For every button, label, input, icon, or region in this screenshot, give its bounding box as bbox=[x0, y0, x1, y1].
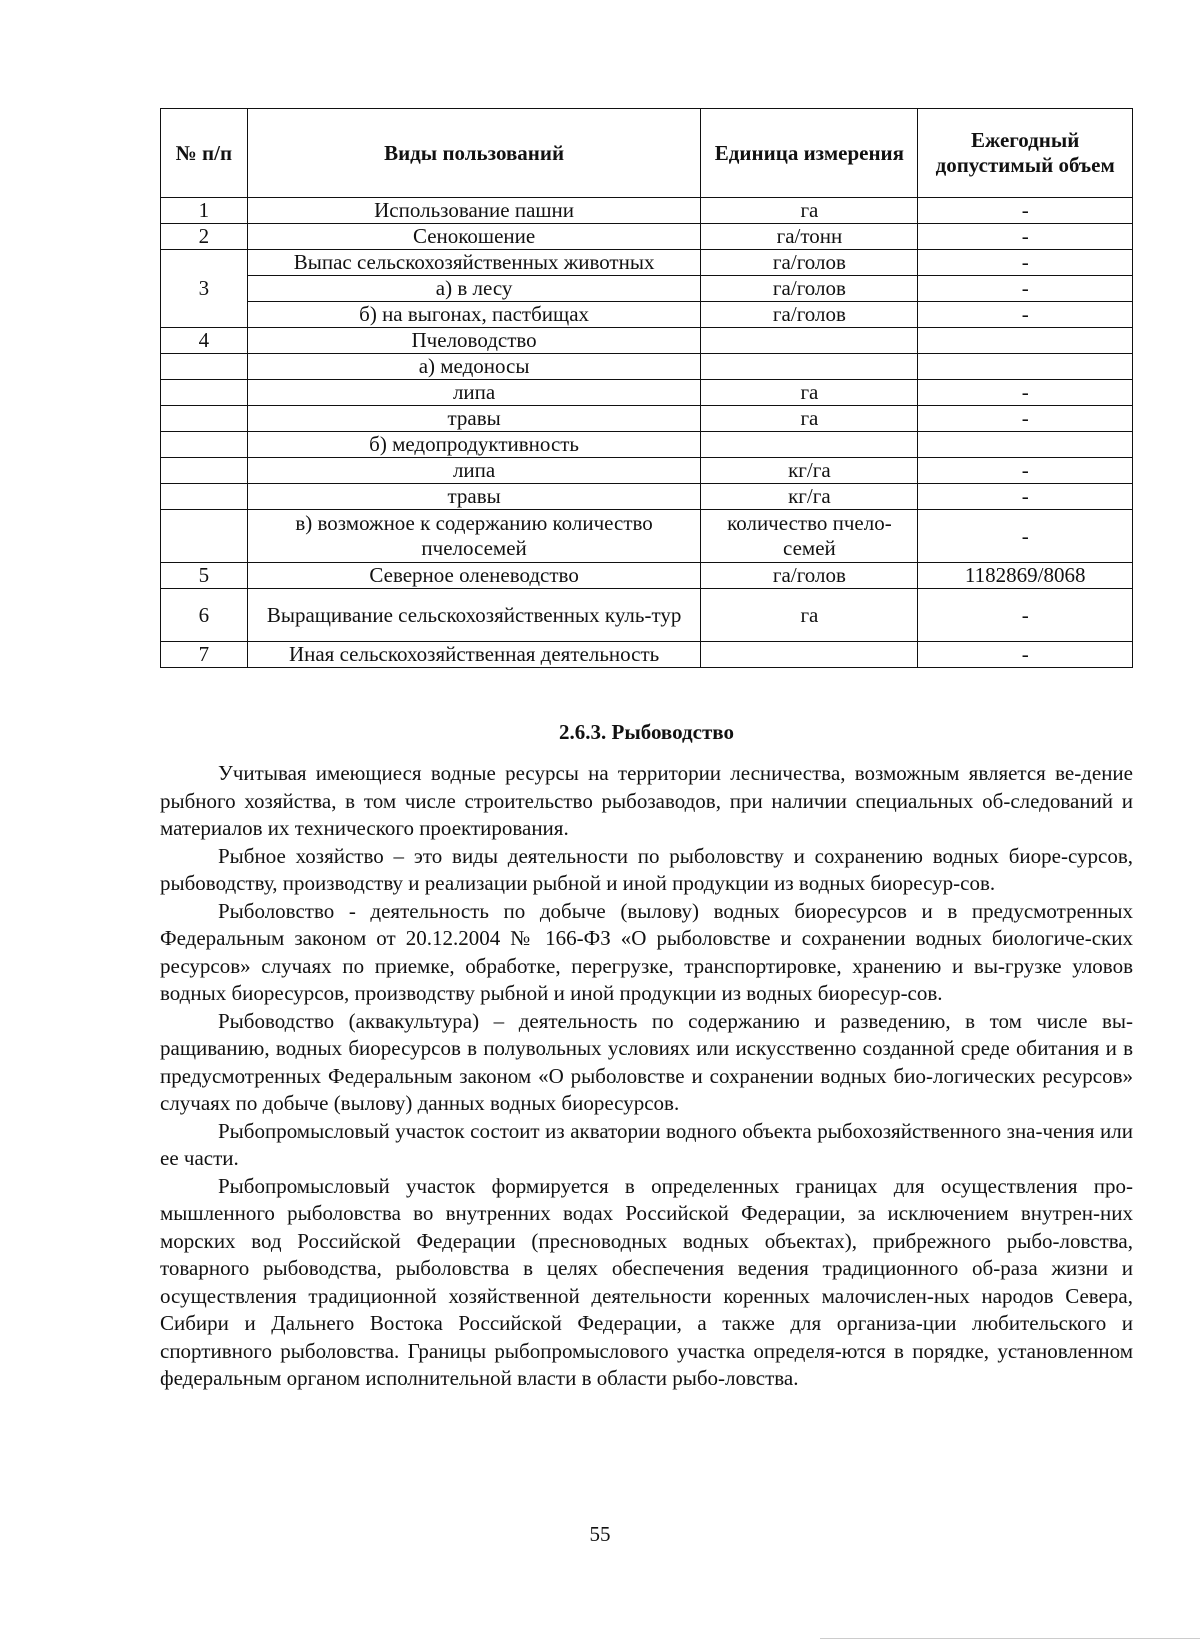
table-row bbox=[161, 563, 1133, 589]
row-unit: га/голов bbox=[701, 250, 918, 276]
row-kind: в) возможное к содержанию количество пчелосемей bbox=[247, 510, 701, 563]
row-num: 2 bbox=[161, 224, 248, 250]
row-kind: Сенокошение bbox=[247, 224, 701, 250]
row-num bbox=[161, 458, 248, 484]
row-num bbox=[161, 510, 248, 563]
table-row bbox=[161, 432, 1133, 458]
paragraph: Рыболовство - деятельность по добыче (вылову) водных биоресурсов и в предусмотренных Федеральным законом от 20.12.2004 № 166-ФЗ «О рыболовстве и сохранении водных биологиче-ских ресурсов» случаях по приемке, обработке, перегрузке, транспортировке, хранению и вы-грузке уловов водных биоресурсов, производству рыбной и иной продукции из водных биоресур-сов. bbox=[160, 898, 1133, 1005]
section-body bbox=[160, 760, 1133, 1393]
row-unit bbox=[701, 642, 918, 668]
row-volume: - bbox=[918, 484, 1133, 510]
row-unit bbox=[701, 354, 918, 380]
row-kind: травы bbox=[247, 484, 701, 510]
row-volume: 1182869/8068 bbox=[918, 563, 1133, 589]
row-volume: - bbox=[918, 406, 1133, 432]
row-volume: - bbox=[918, 224, 1133, 250]
row-num bbox=[161, 380, 248, 406]
row-volume: - bbox=[918, 276, 1133, 302]
row-kind: Выпас сельскохозяйственных животных bbox=[247, 250, 701, 276]
row-kind: а) в лесу bbox=[247, 276, 701, 302]
row-volume bbox=[918, 354, 1133, 380]
header-unit: Единица измерения bbox=[701, 109, 918, 198]
row-unit: кг/га bbox=[701, 458, 918, 484]
table-row bbox=[161, 302, 1133, 328]
paragraph: Рыбное хозяйство – это виды деятельности по рыболовству и сохранению водных биоре-сурсов, рыбоводству, производству и реализации рыбной и иной продукции из водных биоресур-сов. bbox=[160, 843, 1133, 895]
row-unit bbox=[701, 328, 918, 354]
table-row bbox=[161, 642, 1133, 668]
table-row bbox=[161, 510, 1133, 563]
header-volume: Ежегодный допустимый объем bbox=[918, 109, 1133, 198]
row-volume: - bbox=[918, 458, 1133, 484]
paragraph: Рыбоводство (аквакультура) – деятельность по содержанию и разведению, в том числе вы-ращиванию, водных биоресурсов в полувольных условиях или искусственно созданной среде обитания и в предусмотренных Федеральным законом «О рыболовстве и сохранении водных био-логических ресурсов» случаях по добыче (вылову) данных водных биоресурсов. bbox=[160, 1008, 1133, 1115]
header-kind: Виды пользований bbox=[247, 109, 701, 198]
row-volume: - bbox=[918, 380, 1133, 406]
row-volume bbox=[918, 432, 1133, 458]
paragraph: Рыбопромысловый участок состоит из акватории водного объекта рыбохозяйственного зна-чения или ее части. bbox=[160, 1118, 1133, 1170]
row-num bbox=[161, 406, 248, 432]
table-row bbox=[161, 406, 1133, 432]
table-row bbox=[161, 224, 1133, 250]
row-kind: Пчеловодство bbox=[247, 328, 701, 354]
row-unit: га/голов bbox=[701, 276, 918, 302]
row-volume: - bbox=[918, 250, 1133, 276]
row-unit bbox=[701, 432, 918, 458]
row-unit: га bbox=[701, 380, 918, 406]
row-num: 3 bbox=[161, 250, 248, 328]
row-volume: - bbox=[918, 642, 1133, 668]
row-volume: - bbox=[918, 589, 1133, 642]
row-num bbox=[161, 354, 248, 380]
table-row bbox=[161, 589, 1133, 642]
row-kind: липа bbox=[247, 380, 701, 406]
table-row bbox=[161, 380, 1133, 406]
row-kind: Северное оленеводство bbox=[247, 563, 701, 589]
row-kind: б) на выгонах, пастбищах bbox=[247, 302, 701, 328]
row-unit: количество пчело-семей bbox=[701, 510, 918, 563]
row-volume bbox=[918, 328, 1133, 354]
row-num bbox=[161, 484, 248, 510]
row-unit: га bbox=[701, 589, 918, 642]
row-kind: липа bbox=[247, 458, 701, 484]
row-unit: га bbox=[701, 198, 918, 224]
table-row bbox=[161, 250, 1133, 276]
row-volume: - bbox=[918, 302, 1133, 328]
row-unit: га/голов bbox=[701, 302, 918, 328]
page-number: 55 bbox=[589, 1522, 611, 1546]
table-row bbox=[161, 458, 1133, 484]
row-kind: Выращивание сельскохозяйственных куль-тур bbox=[247, 589, 701, 642]
table-row bbox=[161, 276, 1133, 302]
row-kind: б) медопродуктивность bbox=[247, 432, 701, 458]
row-kind: Использование пашни bbox=[247, 198, 701, 224]
scan-edge-line bbox=[820, 1638, 1200, 1639]
paragraph: Учитывая имеющиеся водные ресурсы на территории лесничества, возможным является ве-дение рыбного хозяйства, в том числе строительство рыбозаводов, при наличии специальных об-следований и материалов их технического проектирования. bbox=[160, 761, 1133, 840]
section-title: 2.6.3. Рыбоводство bbox=[559, 720, 734, 744]
row-num: 6 bbox=[161, 589, 248, 642]
row-kind: Иная сельскохозяйственная деятельность bbox=[247, 642, 701, 668]
table-row bbox=[161, 328, 1133, 354]
table-row bbox=[161, 198, 1133, 224]
row-num: 5 bbox=[161, 563, 248, 589]
row-volume: - bbox=[918, 198, 1133, 224]
row-kind: травы bbox=[247, 406, 701, 432]
row-unit: кг/га bbox=[701, 484, 918, 510]
row-unit: га bbox=[701, 406, 918, 432]
row-volume: - bbox=[918, 510, 1133, 563]
row-unit: га/тонн bbox=[701, 224, 918, 250]
table-row bbox=[161, 354, 1133, 380]
table-header-row bbox=[161, 109, 1133, 198]
row-num: 4 bbox=[161, 328, 248, 354]
row-num: 7 bbox=[161, 642, 248, 668]
header-num: № п/п bbox=[161, 109, 248, 198]
table-row bbox=[161, 484, 1133, 510]
usage-table bbox=[160, 108, 1133, 668]
row-num bbox=[161, 432, 248, 458]
row-num: 1 bbox=[161, 198, 248, 224]
paragraph: Рыбопромысловый участок формируется в определенных границах для осуществления про-мышленного рыболовства во внутренних водах Российской Федерации, за исключением внутрен-них морских вод Российской Федерации (пресноводных водных объектах), прибрежного рыбо-ловства, товарного рыбоводства, рыболовства в целях обеспечения ведения традиционного об-раза жизни и осуществления традиционной хозяйственной деятельности коренных малочислен-ных народов Севера, Сибири и Дальнего Востока Российской Федерации, а также для организа-ции любительского и спортивного рыболовства. Границы рыбопромыслового участка определя-ются в порядке, установленном федеральным органом исполнительной власти в области рыбо-ловства. bbox=[160, 1173, 1133, 1390]
row-unit: га/голов bbox=[701, 563, 918, 589]
row-kind: а) медоносы bbox=[247, 354, 701, 380]
